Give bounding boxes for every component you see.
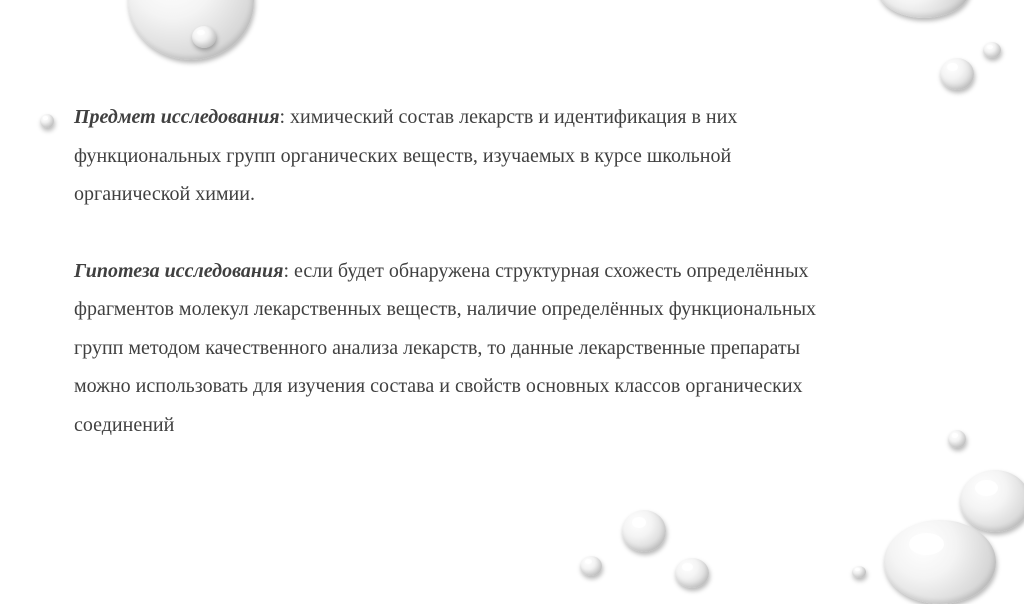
content-text [74,98,834,444]
water-drop-decoration [948,430,966,448]
research-subject-heading: Предмет исследования [74,106,280,128]
water-drop-decoration [128,0,254,60]
water-drop-decoration [884,520,996,604]
paragraph-spacer [74,214,834,252]
water-drop-decoration [940,58,974,90]
water-drop-decoration [675,558,709,588]
water-drop-decoration [192,26,216,48]
water-drop-decoration [960,470,1024,532]
water-drop-decoration [878,0,970,18]
water-drop-decoration [40,114,54,128]
water-drop-decoration [580,556,602,576]
water-drop-decoration [852,566,866,578]
research-hypothesis-paragraph [74,252,834,445]
water-drop-decoration [983,42,1001,58]
research-subject-text: : химический состав лекарств и идентификация в них функциональных групп органических веществ, изучаемых в курсе школьной органической химии. [74,106,738,205]
water-drop-decoration [622,510,666,552]
research-hypothesis-text: : если будет обнаружена структурная схожесть определённых фрагментов молекул лекарственных веществ, наличие определённых функциональных групп методом качественного анализа лекарств, то данные лекарственные препараты можно использовать для изучения состава и свойств основных классов органических соединений [74,259,817,436]
research-hypothesis-heading: Гипотеза исследования [74,259,284,282]
research-subject-paragraph [74,98,834,214]
